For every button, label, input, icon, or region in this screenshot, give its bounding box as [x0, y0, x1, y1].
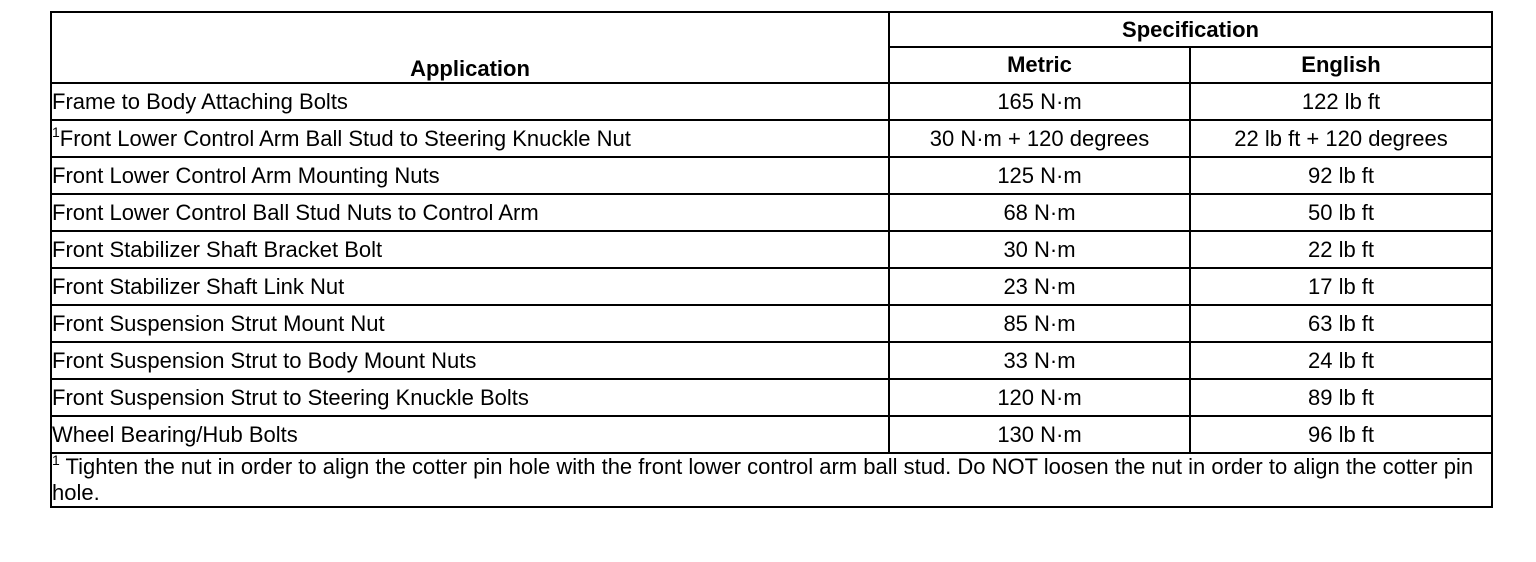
- application-cell: [51, 305, 889, 342]
- metric-value: 85 N·m: [889, 305, 1190, 342]
- metric-value: 130 N·m: [889, 416, 1190, 453]
- table-header: [51, 12, 1492, 83]
- application-cell: [51, 416, 889, 453]
- metric-value: 30 N·m: [889, 231, 1190, 268]
- table-row: [51, 342, 1492, 379]
- table-row: [51, 120, 1492, 157]
- application-text: Frame to Body Attaching Bolts: [52, 88, 348, 114]
- table-body: [51, 83, 1492, 453]
- english-value: 89 lb ft: [1190, 379, 1492, 416]
- english-value: 24 lb ft: [1190, 342, 1492, 379]
- table-row: [51, 305, 1492, 342]
- table-footnote: [51, 453, 1492, 507]
- english-value: 92 lb ft: [1190, 157, 1492, 194]
- footnote-cell: [51, 453, 1492, 507]
- english-column-header: English: [1190, 47, 1492, 83]
- english-value: 17 lb ft: [1190, 268, 1492, 305]
- table-row: [51, 268, 1492, 305]
- english-value: 22 lb ft: [1190, 231, 1492, 268]
- application-cell: [51, 120, 889, 157]
- application-text: Front Stabilizer Shaft Bracket Bolt: [52, 236, 383, 262]
- application-text: Front Suspension Strut to Steering Knuckle Bolts: [52, 384, 529, 410]
- table-row: [51, 379, 1492, 416]
- application-text: Wheel Bearing/Hub Bolts: [52, 421, 298, 447]
- footnote-text: Tighten the nut in order to align the cotter pin hole with the front lower control arm ball stud. Do NOT loosen the nut in order to align the cotter pin hole.: [52, 454, 1474, 505]
- application-cell: [51, 231, 889, 268]
- application-cell: [51, 268, 889, 305]
- metric-column-header: Metric: [889, 47, 1190, 83]
- table-row: [51, 231, 1492, 268]
- application-column-header: Application: [51, 12, 889, 83]
- application-cell: [51, 379, 889, 416]
- application-cell: [51, 194, 889, 231]
- application-cell: [51, 342, 889, 379]
- application-cell: [51, 83, 889, 120]
- table-row: [51, 157, 1492, 194]
- application-cell: [51, 157, 889, 194]
- metric-value: 125 N·m: [889, 157, 1190, 194]
- metric-value: 33 N·m: [889, 342, 1190, 379]
- application-text: Front Suspension Strut to Body Mount Nuts: [52, 347, 477, 373]
- footnote-ref: 1: [52, 123, 60, 140]
- application-text: Front Lower Control Arm Ball Stud to Steering Knuckle Nut: [59, 125, 631, 151]
- english-value: 50 lb ft: [1190, 194, 1492, 231]
- metric-value: 30 N·m + 120 degrees: [889, 120, 1190, 157]
- footnote-marker: 1: [52, 452, 60, 468]
- application-text: Front Lower Control Arm Mounting Nuts: [52, 162, 440, 188]
- specification-column-header: Specification: [889, 12, 1492, 47]
- english-value: 96 lb ft: [1190, 416, 1492, 453]
- english-value: 63 lb ft: [1190, 305, 1492, 342]
- torque-spec-table: [50, 11, 1493, 508]
- metric-value: 68 N·m: [889, 194, 1190, 231]
- application-text: Front Suspension Strut Mount Nut: [52, 310, 385, 336]
- table-row: [51, 194, 1492, 231]
- english-value: 122 lb ft: [1190, 83, 1492, 120]
- metric-value: 165 N·m: [889, 83, 1190, 120]
- application-text: Front Lower Control Ball Stud Nuts to Control Arm: [52, 199, 539, 225]
- english-value: 22 lb ft + 120 degrees: [1190, 120, 1492, 157]
- table-row: [51, 83, 1492, 120]
- table-row: [51, 416, 1492, 453]
- metric-value: 120 N·m: [889, 379, 1190, 416]
- metric-value: 23 N·m: [889, 268, 1190, 305]
- application-text: Front Stabilizer Shaft Link Nut: [52, 273, 345, 299]
